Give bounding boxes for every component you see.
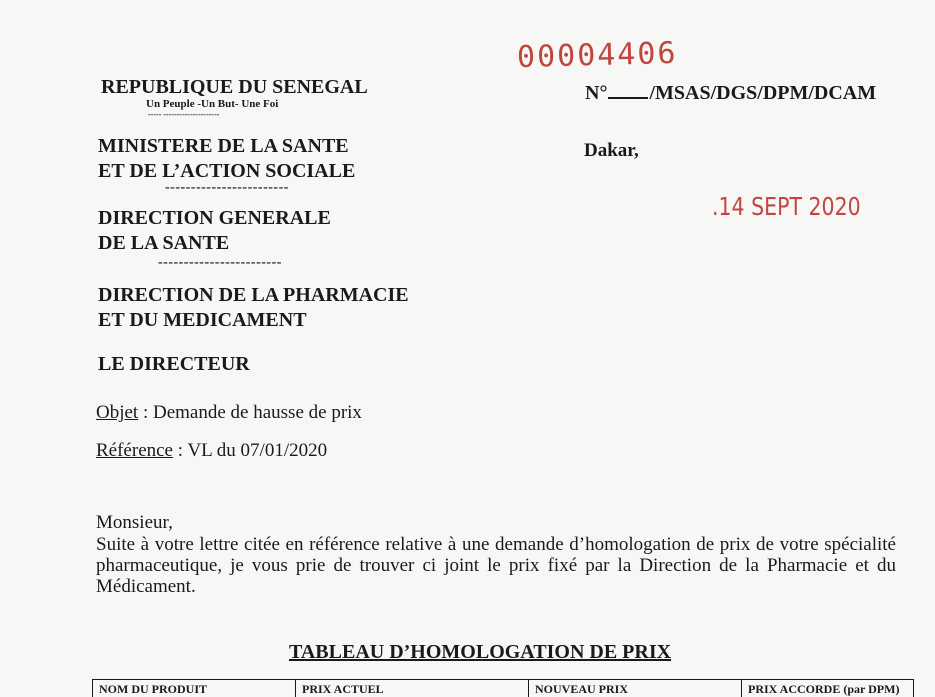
subject-line — [96, 402, 362, 424]
city-label: Dakar, — [584, 140, 639, 161]
reference-suffix: /MSAS/DGS/DPM/DCAM — [649, 82, 877, 104]
column-header-product: NOM DU PRODUIT — [93, 680, 296, 697]
motto-divider: ----- --------------------- — [148, 110, 220, 119]
body-paragraph: Suite à votre lettre citée en référence relative à une demande d’homologation de prix de votre spécialité pharmaceutique, je vous prie de trouver ci joint le prix fixé par la Direction de la Pharmacie et du Médicament. — [96, 534, 896, 597]
column-header-new-price: NOUVEAU PRIX — [529, 680, 742, 697]
salutation: Monsieur, — [96, 512, 173, 533]
column-header-current-price: PRIX ACTUEL — [296, 680, 529, 697]
date-stamp: .14 SEPT 2020 — [712, 192, 861, 221]
letter-body — [96, 512, 896, 597]
ministry-line-1: MINISTERE DE LA SANTE — [98, 135, 349, 157]
letterhead-divider-1: ------------------------ — [165, 180, 289, 195]
reference-letter-line — [96, 440, 327, 462]
reference-number-line — [585, 82, 876, 105]
registration-number-stamp: 00004406 — [516, 35, 678, 76]
dpm-line-2: ET DU MEDICAMENT — [98, 309, 307, 331]
reference-letter-separator: : — [173, 440, 188, 461]
letterhead-divider-2: ------------------------ — [158, 255, 282, 270]
price-table-header-row — [93, 680, 914, 697]
dgs-line-2: DE LA SANTE — [98, 232, 230, 254]
signatory-title: LE DIRECTEUR — [98, 353, 250, 375]
reference-prefix: N° — [585, 82, 608, 104]
column-header-granted-price: PRIX ACCORDE (par DPM) — [742, 680, 914, 697]
subject-text: Demande de hausse de prix — [153, 402, 362, 423]
ministry-line-2: ET DE L’ACTION SOCIALE — [98, 160, 356, 182]
price-table-title: TABLEAU D’HOMOLOGATION DE PRIX — [289, 641, 672, 663]
dpm-line-1: DIRECTION DE LA PHARMACIE — [98, 284, 409, 306]
reference-blank — [608, 83, 648, 99]
subject-label: Objet — [96, 402, 139, 423]
reference-letter-label: Référence — [96, 440, 173, 461]
dgs-line-1: DIRECTION GENERALE — [98, 207, 331, 229]
national-motto: Un Peuple -Un But- Une Foi — [146, 98, 279, 110]
republic-heading: REPUBLIQUE DU SENEGAL — [101, 76, 368, 98]
subject-separator: : — [138, 402, 153, 423]
reference-letter-text: VL du 07/01/2020 — [187, 440, 328, 461]
price-table — [92, 679, 914, 697]
